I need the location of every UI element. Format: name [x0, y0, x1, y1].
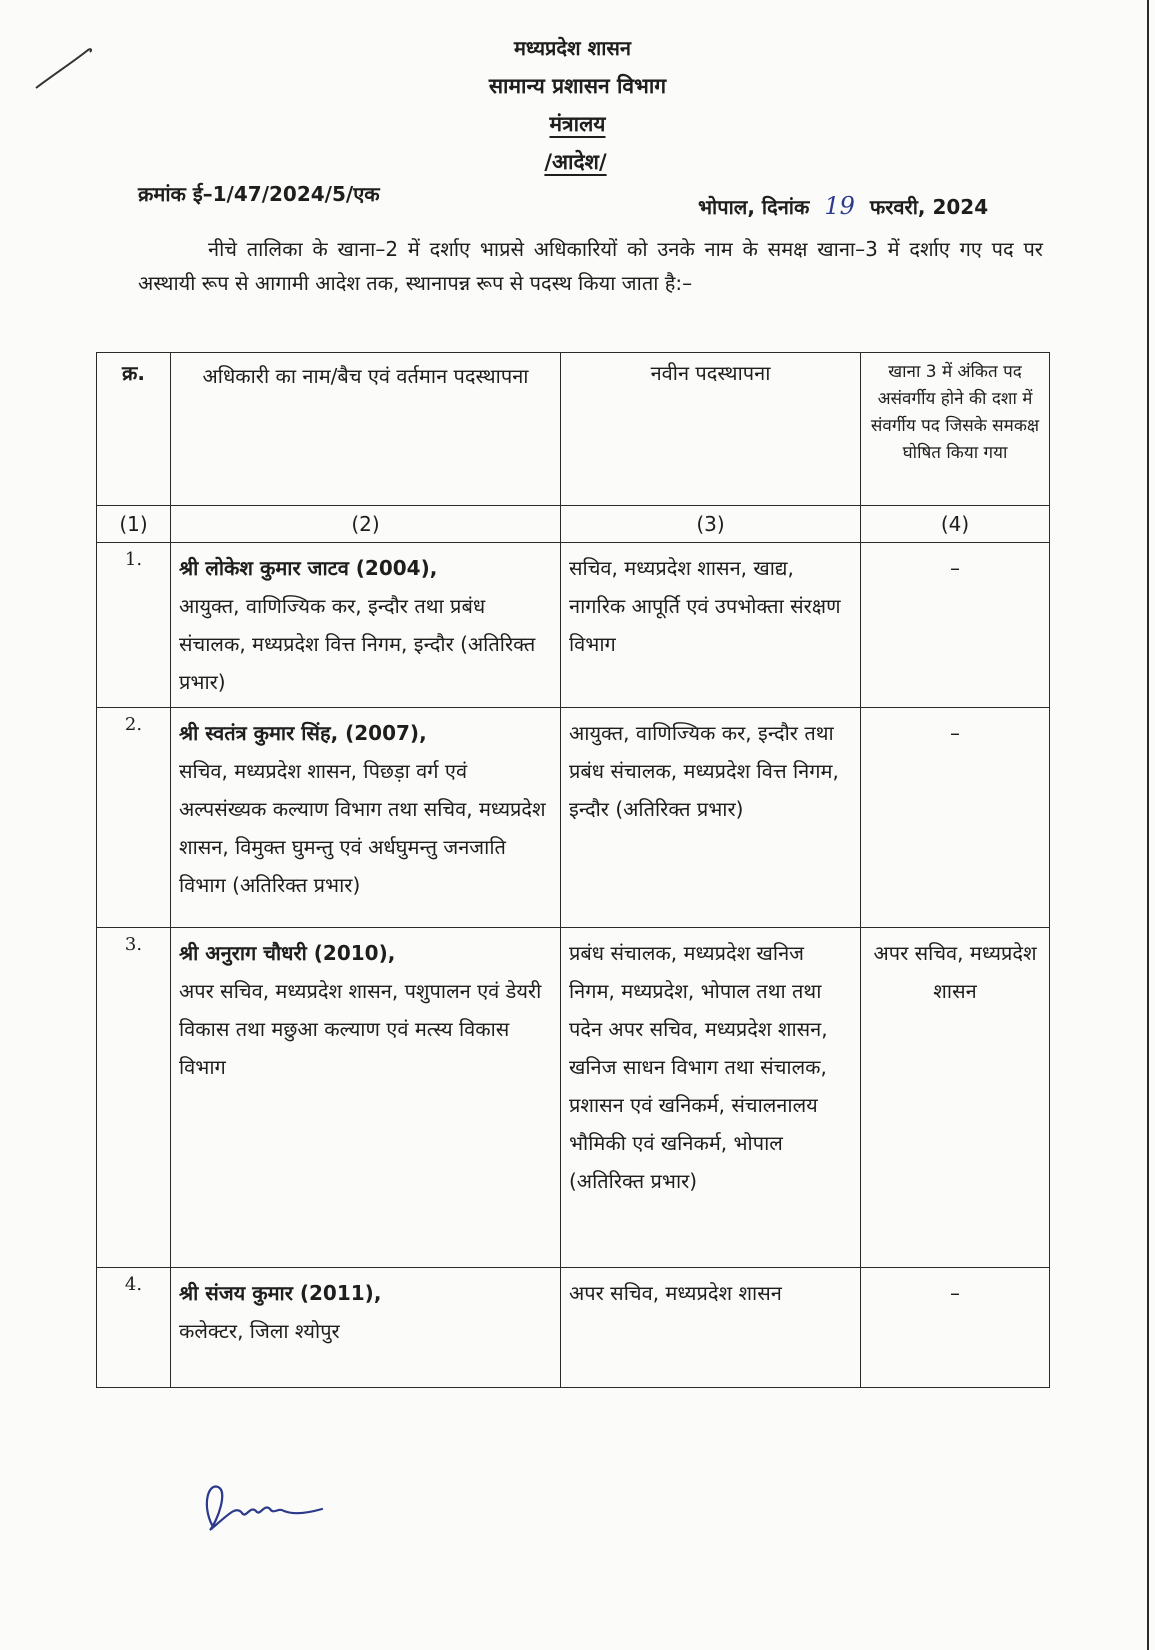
table-row: [97, 928, 1050, 1268]
table-row: [97, 1268, 1050, 1388]
signature: [198, 1475, 328, 1545]
officer-cell: [171, 928, 561, 1268]
colnum-4: (4): [861, 506, 1050, 543]
current-posting: सचिव, मध्यप्रदेश शासन, पिछड़ा वर्ग एवं अल्पसंख्यक कल्याण विभाग तथा सचिव, मध्यप्रदेश शासन, विमुक्त घुमन्तु एवं अर्धघुमन्तु जनजाति विभाग (अतिरिक्त प्रभार): [179, 759, 546, 897]
page-edge: [1147, 0, 1149, 1650]
table-header-row: [97, 353, 1050, 506]
column-number-row: [97, 506, 1050, 543]
new-posting: अपर सचिव, मध्यप्रदेश शासन: [561, 1268, 861, 1388]
table-row: [97, 708, 1050, 928]
current-posting: आयुक्त, वाणिज्यिक कर, इन्दौर तथा प्रबंध संचालक, मध्यप्रदेश वित्त निगम, इन्दौर (अतिरिक्त प्रभार): [179, 594, 536, 694]
officer-name: श्री संजय कुमार (2011),: [179, 1281, 382, 1305]
table-row: [97, 543, 1050, 708]
colnum-3: (3): [561, 506, 861, 543]
header-new-posting: नवीन पदस्थापना: [561, 353, 861, 506]
row-serial: 1.: [97, 543, 171, 708]
handwritten-day: 19: [824, 192, 855, 220]
order-title: /आदेश/: [544, 150, 607, 174]
department-title: सामान्य प्रशासन विभाग: [488, 74, 667, 98]
officer-name: श्री अनुराग चौधरी (2010),: [179, 941, 396, 965]
officer-name: श्री लोकेश कुमार जाटव (2004),: [179, 556, 438, 580]
officer-cell: [171, 1268, 561, 1388]
order-date: भोपाल, दिनांक 19 फरवरी, 2024: [698, 192, 989, 220]
intro-paragraph: नीचे तालिका के खाना–2 में दर्शाए भाप्रसे अधिकारियों को उनके नाम के समक्ष खाना–3 में दर्शाए गए पद पर अस्थायी रूप से आगामी आदेश तक, स्थानापन्न रूप से पदस्थ किया जाता है:–: [138, 237, 1043, 295]
officer-cell: [171, 543, 561, 708]
officer-cell: [171, 708, 561, 928]
order-number: क्रमांक ई–1/47/2024/5/एक: [138, 182, 380, 206]
new-posting: सचिव, मध्यप्रदेश शासन, खाद्य, नागरिक आपूर्ति एवं उपभोक्ता संरक्षण विभाग: [561, 543, 861, 708]
row-serial: 2.: [97, 708, 171, 928]
equivalent-post: –: [861, 1268, 1050, 1388]
current-posting: कलेक्टर, जिला श्योपुर: [179, 1319, 340, 1343]
posting-table: [96, 352, 1050, 1388]
equivalent-post: –: [861, 708, 1050, 928]
row-serial: 4.: [97, 1268, 171, 1388]
row-serial: 3.: [97, 928, 171, 1268]
equivalent-post: –: [861, 543, 1050, 708]
colnum-2: (2): [171, 506, 561, 543]
govt-title: मध्यप्रदेश शासन: [513, 36, 632, 60]
ministry-title: मंत्रालय: [549, 112, 606, 136]
new-posting: प्रबंध संचालक, मध्यप्रदेश खनिज निगम, मध्यप्रदेश, भोपाल तथा तथा पदेन अपर सचिव, मध्यप्रदेश शासन, खनिज साधन विभाग तथा संचालक, प्रशासन एवं खनिकर्म, संचालनालय भौमिकी एवं खनिकर्म, भोपाल (अतिरिक्त प्रभार): [561, 928, 861, 1268]
officer-name: श्री स्वतंत्र कुमार सिंह, (2007),: [179, 721, 427, 745]
header-officer: अधिकारी का नाम/बैच एवं वर्तमान पदस्थापना: [171, 353, 561, 506]
equivalent-post: अपर सचिव, मध्यप्रदेश शासन: [861, 928, 1050, 1268]
header-equivalent: खाना 3 में अंकित पद असंवर्गीय होने की दशा में संवर्गीय पद जिसके समकक्ष घोषित किया गया: [861, 353, 1050, 506]
colnum-1: (1): [97, 506, 171, 543]
current-posting: अपर सचिव, मध्यप्रदेश शासन, पशुपालन एवं डेयरी विकास तथा मछुआ कल्याण एवं मत्स्य विकास विभाग: [179, 979, 542, 1079]
new-posting: आयुक्त, वाणिज्यिक कर, इन्दौर तथा प्रबंध संचालक, मध्यप्रदेश वित्त निगम, इन्दौर (अतिरिक्त प्रभार): [561, 708, 861, 928]
header-serial: क्र.: [97, 353, 171, 506]
